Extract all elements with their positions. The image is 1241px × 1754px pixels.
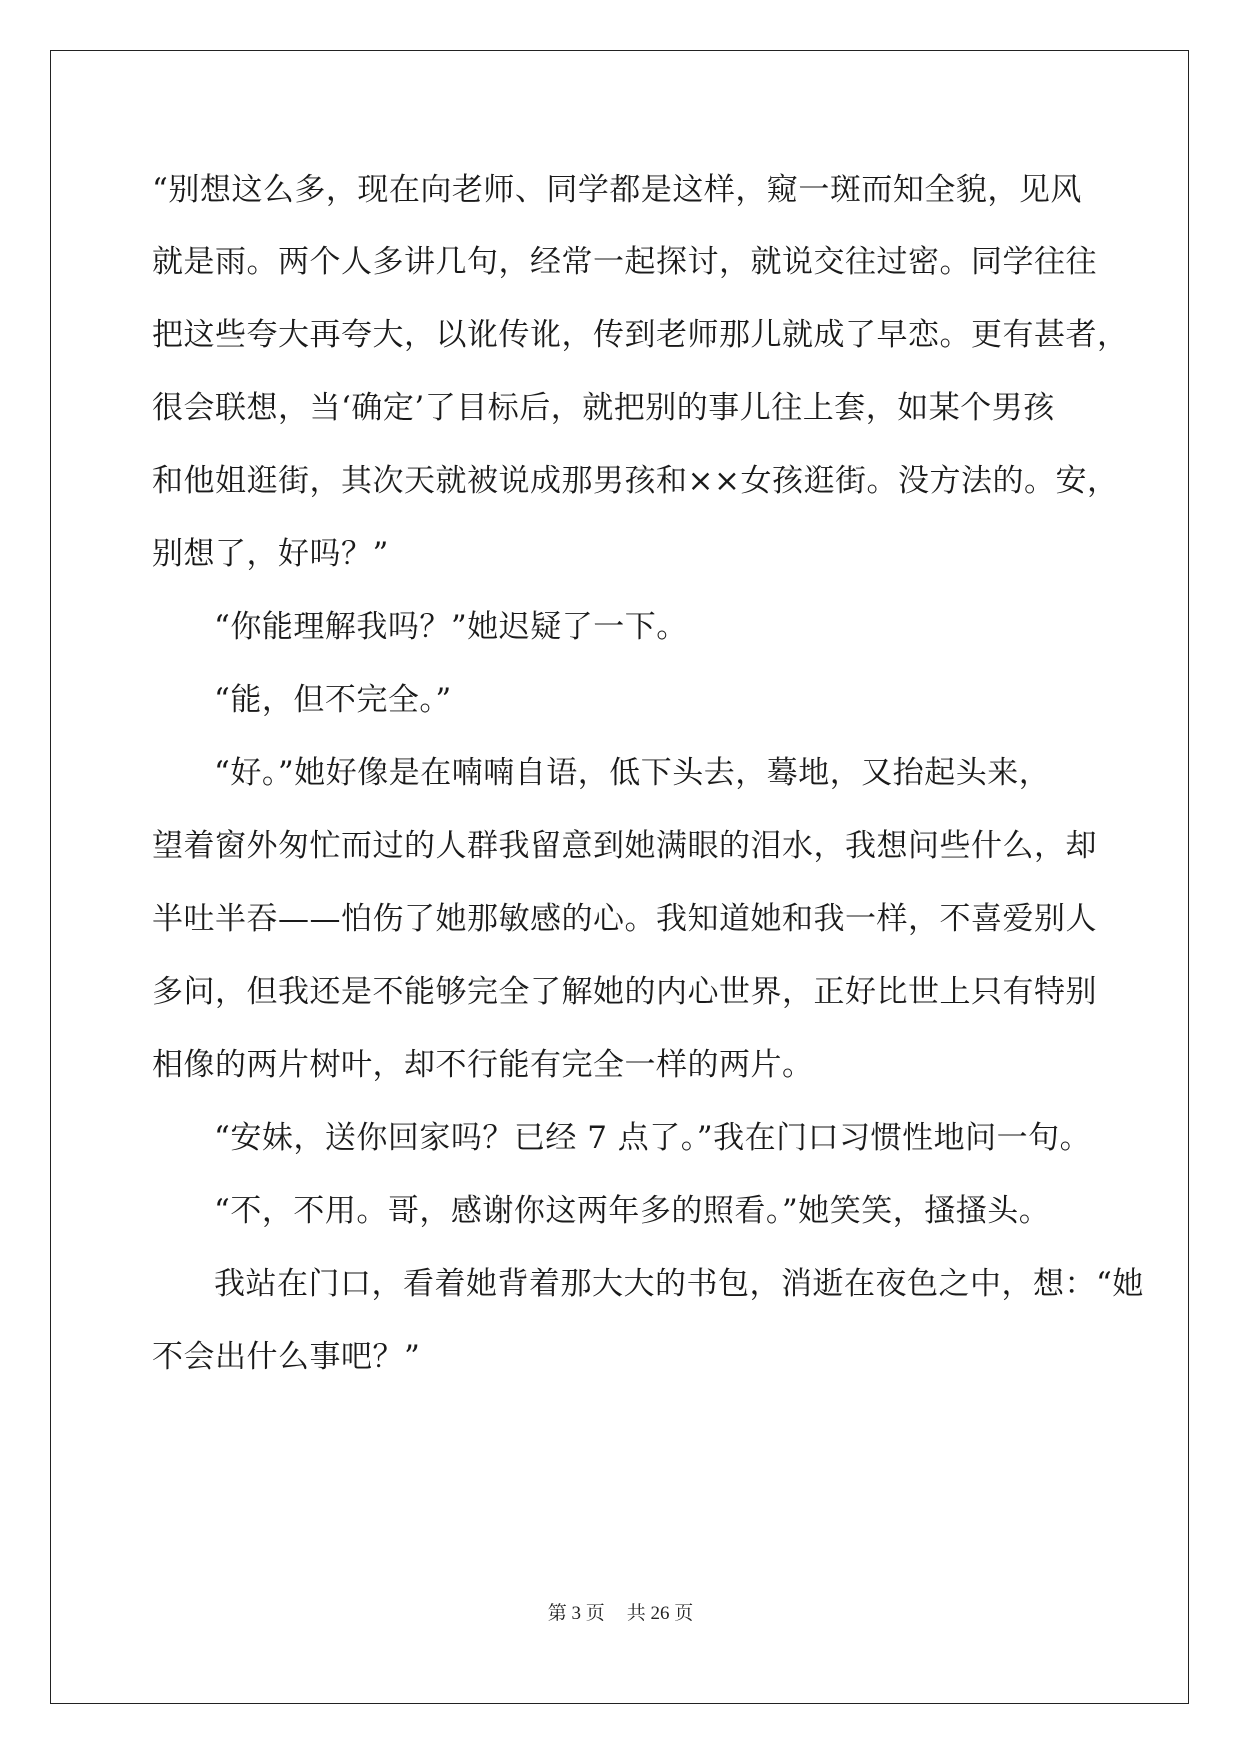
paragraph-1-line-5: 和他姐逛街，其次天就被说成那男孩和××女孩逛街。没方法的。安， xyxy=(152,463,1119,499)
paragraph-3-line-1: “能，但不完全。” xyxy=(214,682,452,718)
paragraph-7-line-1: 我站在门口，看着她背着那大大的书包，消逝在夜色之中，想：“她 xyxy=(214,1266,1144,1302)
current-page-number: 第 3 页 xyxy=(547,1603,605,1624)
paragraph-4-line-1: “好。”她好像是在喃喃自语，低下头去，蓦地，又抬起头来， xyxy=(214,755,1051,791)
paragraph-4-line-5: 相像的两片树叶，却不行能有完全一样的两片。 xyxy=(152,1047,814,1083)
paragraph-1-line-1: “别想这么多，现在向老师、同学都是这样，窥一斑而知全貌，见风 xyxy=(152,172,1082,208)
paragraph-5-line-1: “安妹，送你回家吗？已经 7 点了。”我在门口习惯性地问一句。 xyxy=(214,1120,1092,1156)
paragraph-4-line-2: 望着窗外匆忙而过的人群我留意到她满眼的泪水，我想问些什么，却 xyxy=(152,828,1097,864)
page-frame xyxy=(50,50,1189,1704)
paragraph-2-line-1: “你能理解我吗？”她迟疑了一下。 xyxy=(214,609,688,645)
paragraph-7-line-2: 不会出什么事吧？” xyxy=(152,1339,421,1375)
paragraph-4-line-3: 半吐半吞——怕伤了她那敏感的心。我知道她和我一样，不喜爱别人 xyxy=(152,901,1097,937)
paragraph-1-line-4: 很会联想，当‘确定’了目标后，就把别的事儿往上套，如某个男孩 xyxy=(152,390,1055,426)
page-footer xyxy=(0,1598,1241,1625)
paragraph-1-line-3: 把这些夸大再夸大，以讹传讹，传到老师那儿就成了早恋。更有甚者， xyxy=(152,317,1129,353)
paragraph-4-line-4: 多问，但我还是不能够完全了解她的内心世界，正好比世上只有特别 xyxy=(152,974,1097,1010)
paragraph-1-line-2: 就是雨。两个人多讲几句，经常一起探讨，就说交往过密。同学往往 xyxy=(152,244,1097,280)
paragraph-6-line-1: “不，不用。哥，感谢你这两年多的照看。”她笑笑，搔搔头。 xyxy=(214,1193,1051,1229)
total-page-count: 共 26 页 xyxy=(626,1603,694,1624)
paragraph-1-line-6: 别想了，好吗？” xyxy=(152,536,389,572)
